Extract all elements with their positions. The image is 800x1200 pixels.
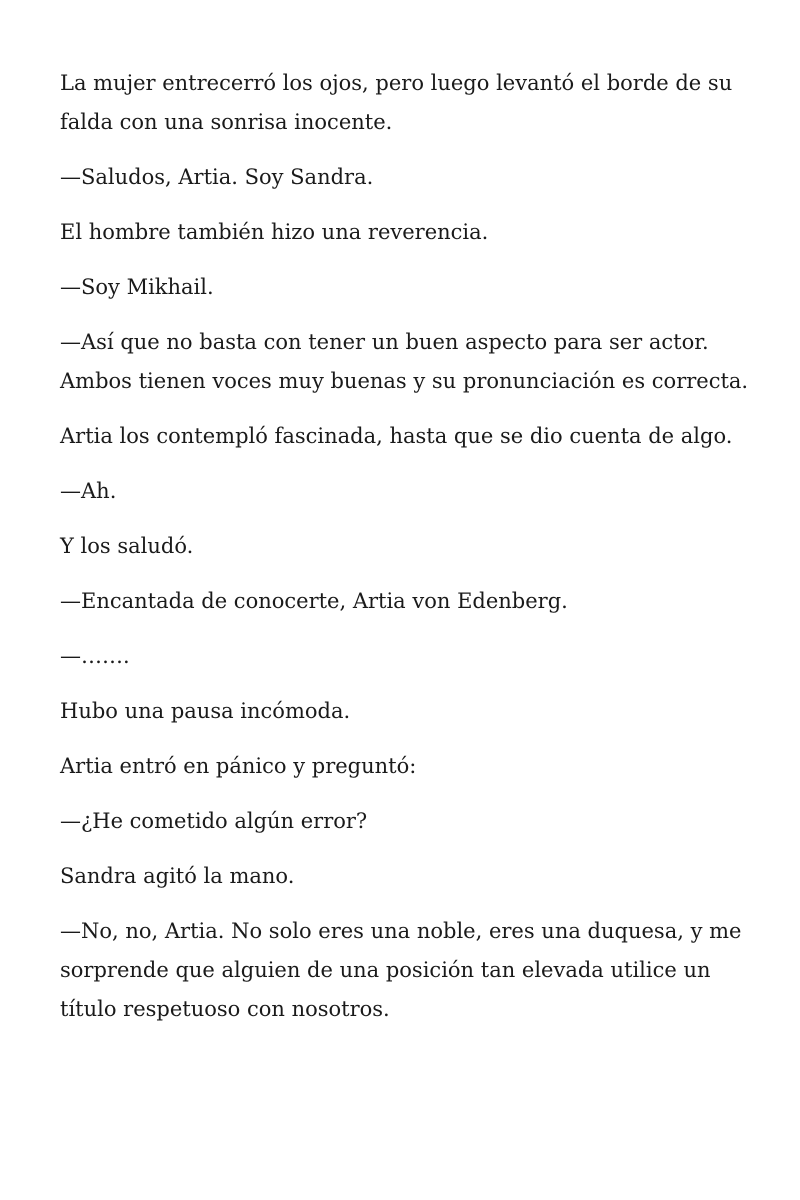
paragraph: El hombre también hizo una reverencia. [60, 220, 489, 244]
paragraph: —……. [60, 644, 130, 668]
paragraph: —¿He cometido algún error? [60, 809, 368, 833]
paragraph: Artia entró en pánico y preguntó: [60, 754, 417, 778]
paragraph: La mujer entrecerró los ojos, pero luego levantó el borde de su falda con una sonrisa inocente. [60, 71, 733, 134]
paragraph: —Soy Mikhail. [60, 275, 214, 299]
paragraph: Sandra agitó la mano. [60, 864, 295, 888]
paragraph: —Así que no basta con tener un buen aspecto para ser actor. Ambos tienen voces muy buenas y su pronunciación es correcta. [60, 330, 749, 393]
paragraph: —No, no, Artia. No solo eres una noble, eres una duquesa, y me sorprende que alguien de una posición tan elevada utilice un título respetuoso con nosotros. [60, 919, 742, 1021]
paragraph: Artia los contempló fascinada, hasta que se dio cuenta de algo. [60, 424, 733, 448]
paragraph: —Ah. [60, 479, 117, 503]
paragraph: —Encantada de conocerte, Artia von Edenberg. [60, 589, 568, 613]
paragraph: —Saludos, Artia. Soy Sandra. [60, 165, 374, 189]
paragraph: Hubo una pausa incómoda. [60, 699, 351, 723]
document-page [60, 64, 750, 1045]
paragraph: Y los saludó. [60, 534, 194, 558]
